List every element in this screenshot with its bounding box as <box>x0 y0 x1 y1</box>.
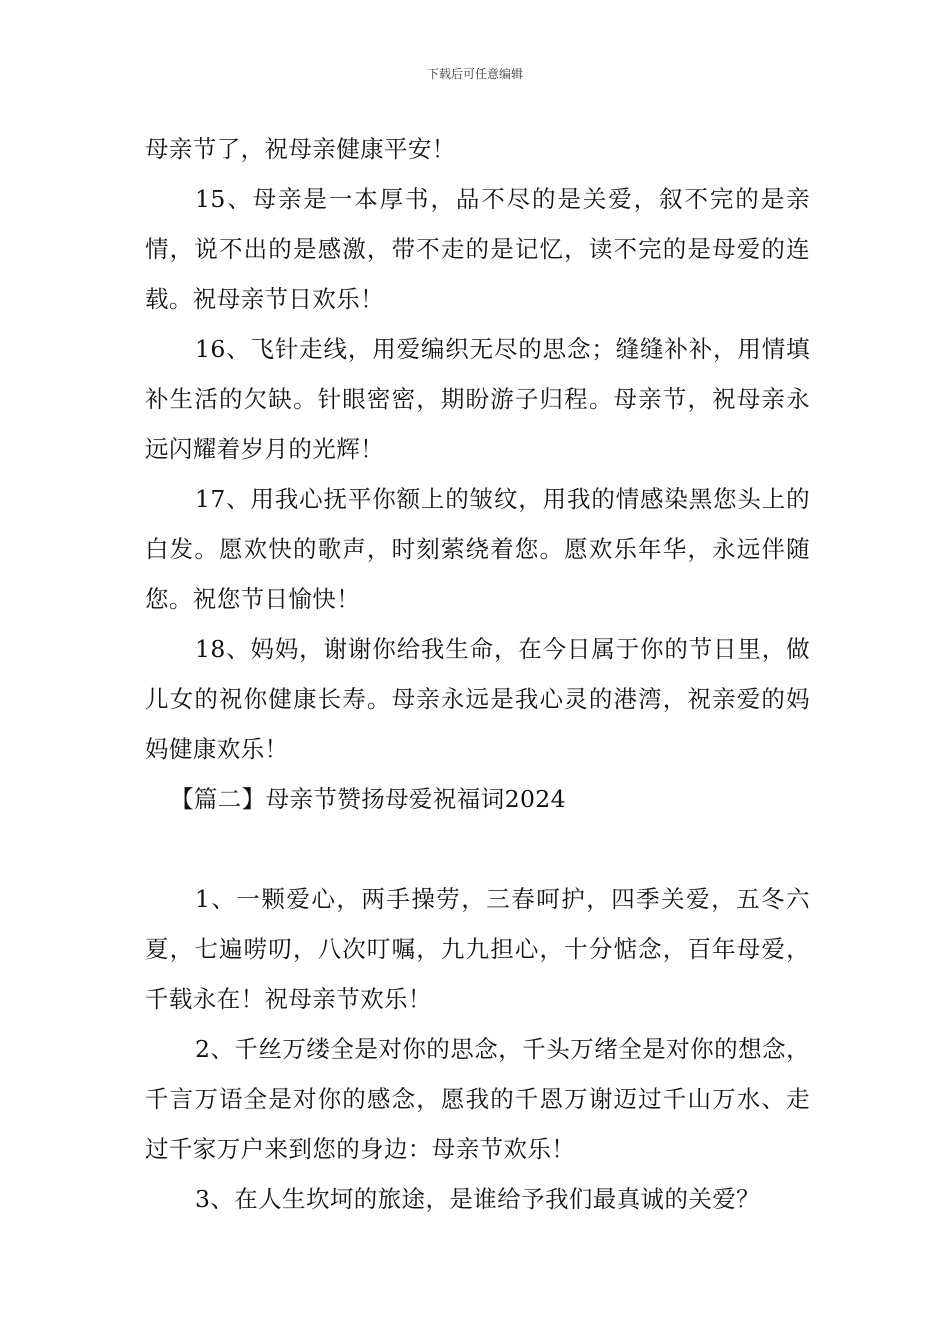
paragraph-17: 17、用我心抚平你额上的皱纹，用我的情感染黑您头上的白发。愿欢快的歌声，时刻萦绕着您。愿欢乐年华，永远伴随您。祝您节日愉快！ <box>145 485 810 613</box>
paragraph-18: 18、妈妈，谢谢你给我生命，在今日属于你的节日里，做儿女的祝你健康长寿。母亲永远是我心灵的港湾，祝亲爱的妈妈健康欢乐！ <box>145 635 810 763</box>
paragraph-1: 1、一颗爱心，两手操劳，三春呵护，四季关爱，五冬六夏，七遍唠叨，八次叮嘱，九九担心，十分惦念，百年母爱，千载永在！祝母亲节欢乐！ <box>145 885 810 1013</box>
header-note: 下载后可任意编辑 <box>426 67 523 81</box>
paragraph-16: 16、飞针走线，用爱编织无尽的思念；缝缝补补，用情填补生活的欠缺。针眼密密，期盼游子归程。母亲节，祝母亲永远闪耀着岁月的光辉！ <box>145 335 810 463</box>
paragraph-3: 3、在人生坎坷的旅途，是谁给予我们最真诚的关爱？ <box>195 1185 761 1213</box>
section-spacer <box>145 824 810 874</box>
paragraph-15: 15、母亲是一本厚书，品不尽的是关爱，叙不完的是亲情，说不出的是感激，带不走的是记忆，读不完的是母爱的连载。祝母亲节日欢乐！ <box>145 185 810 313</box>
paragraph-2: 2、千丝万缕全是对你的思念，千头万绪全是对你的想念，千言万语全是对你的感念，愿我的千恩万谢迈过千山万水、走过千家万户来到您的身边：母亲节欢乐！ <box>145 1035 810 1163</box>
paragraph-continuation: 母亲节了，祝母亲健康平安！ <box>145 135 456 163</box>
document-body <box>145 124 810 1224</box>
section-title: 【篇二】母亲节赞扬母爱祝福词2024 <box>170 785 567 813</box>
